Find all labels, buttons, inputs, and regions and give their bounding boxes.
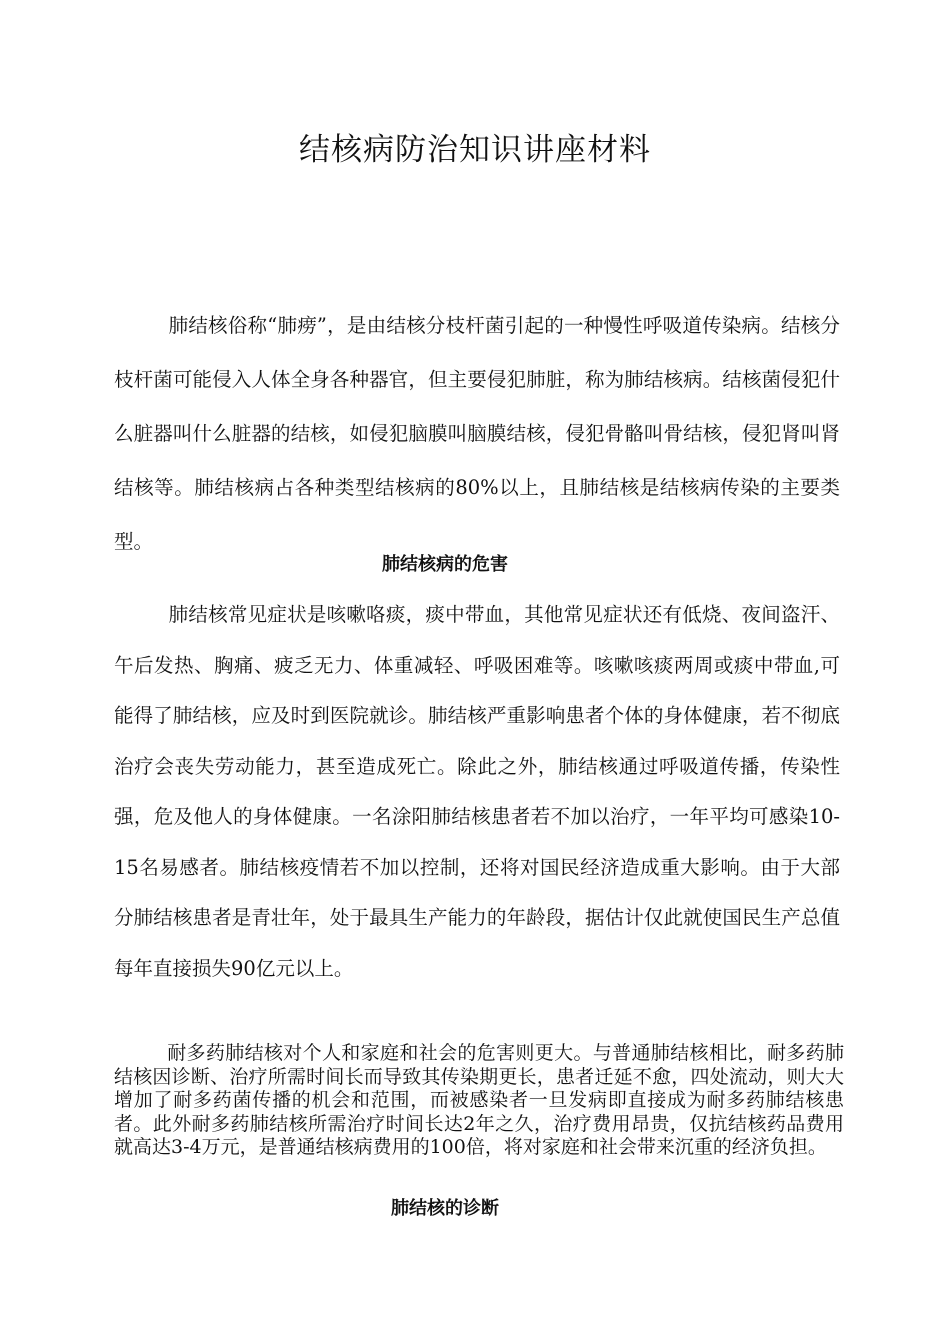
paragraph-intro: 肺结核俗称“肺痨”，是由结核分枝杆菌引起的一种慢性呼吸道传染病。结核分枝杆菌可能侵入人体全身各种器官，但主要侵犯肺脏，称为肺结核病。结核菌侵犯什么脏器叫什么脏器的结核，如侵犯脑膜叫脑膜结核，侵犯骨骼叫骨结核，侵犯肾叫肾结核等。肺结核病占各种类型结核病的80%以上，且肺结核是结核病传染的主要类型。 (114, 314, 840, 553)
paragraph-mdr-tb: 耐多药肺结核对个人和家庭和社会的危害则更大。与普通肺结核相比，耐多药肺结核因诊断、治疗所需时间长而导致其传染期更长，患者迁延不愈，四处流动，则大大增加了耐多药菌传播的机会和范围，而被感染者一旦发病即直接成为耐多药肺结核患者。此外耐多药肺结核所需治疗时间长达2年之久，治疗费用昂贵，仅抗结核药品费用就高达3-4万元，是普通结核病费用的100倍，将对家庭和社会带来沉重的经济负担。 (114, 1042, 844, 1158)
paragraph-symptoms: 肺结核常见症状是咳嗽咯痰，痰中带血，其他常见症状还有低烧、夜间盗汗、午后发热、胸痛、疲乏无力、体重减轻、呼吸困难等。咳嗽咳痰两周或痰中带血,可能得了肺结核，应及时到医院就诊。肺结核严重影响患者个体的身体健康，若不彻底治疗会丧失劳动能力，甚至造成死亡。除此之外，肺结核通过呼吸道传播，传染性强，危及他人的身体健康。一名涂阳肺结核患者若不加以治疗，一年平均可感染10-15名易感者。肺结核疫情若不加以控制，还将对国民经济造成重大影响。由于大部分肺结核患者是青壮年，处于最具生产能力的年龄段，据估计仅此就使国民生产总值每年直接损失90亿元以上。 (114, 603, 840, 980)
document-title: 结核病防治知识讲座材料 (299, 132, 651, 168)
section-heading-diagnosis: 肺结核的诊断 (391, 1198, 499, 1219)
section-heading-harm: 肺结核病的危害 (382, 554, 508, 575)
